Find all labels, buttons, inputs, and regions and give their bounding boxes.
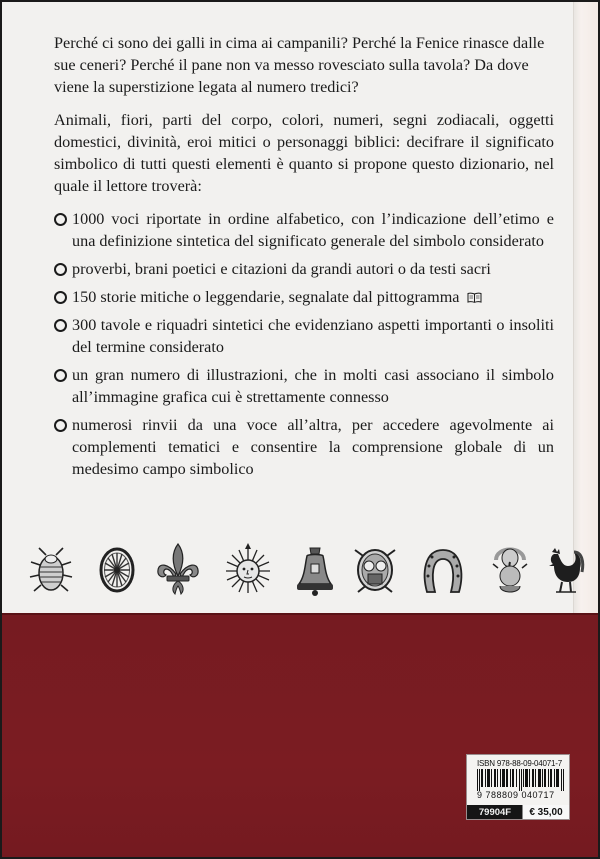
feature-text-wrap [72,286,554,308]
feature-text: 300 tavole e riquadri sintetici che evidenziano aspetti importanti o insoliti del termine considerato [72,316,554,356]
feature-text: 150 storie mitiche o leggendarie, segnalate dal pittogramma [72,288,460,306]
product-code: 79904F [467,805,523,819]
intro-paragraph: Perché ci sono dei galli in cima ai campanili? Perché la Fenice rinasce dalle sue ceneri? Perché il pane non va messo rovesciato sulla tavola? Da dove viene la superstizione legata al numero tredici? [54,34,545,96]
fleur-de-lis-icon [155,542,201,598]
feature-text: un gran numero di illustrazioni, che in molti casi associano il simbolo all’immagine grafica cui è strettamente connesso [72,366,554,406]
ganesha-icon [487,542,533,598]
beetle-icon [28,542,74,598]
feature-list [54,208,554,480]
sun-face-icon [225,542,271,598]
open-book-icon [467,287,482,298]
barcode-icon [477,769,565,791]
cherubs-medallion-icon [352,542,398,598]
feature-item [54,364,554,408]
cover-red-band [2,613,598,859]
feature-text: numerosi rinvii da una voce all’altra, per accedere agevolmente ai complementi tematici e consentire la comprensione globale di un medesimo campo simbolico [72,416,554,478]
feature-item [54,286,554,308]
feature-item [54,208,554,252]
feature-text: proverbi, brani poetici e citazioni da grandi autori o da testi sacri [72,260,491,278]
circle-bullet-icon [54,291,67,304]
feature-item [54,314,554,358]
isbn-text: ISBN 978-88-09-04071-7 [477,759,562,768]
circle-bullet-icon [54,213,67,226]
blurb-text [54,32,554,486]
description-paragraph: Animali, fiori, parti del corpo, colori, numeri, segni zodiacali, oggetti domestici, divinità, eroi mitici o personaggi biblici: decifrare il significato simbolico di tutti questi elementi è quanto si propone questo dizionario, nel quale il lettore troverà: [54,111,554,195]
circle-bullet-icon [54,263,67,276]
barcode-digits: 9 788809 040717 [477,790,555,800]
rooster-icon [542,542,588,598]
symbol-illustrations-row [2,542,578,608]
price-tag: € 35,00 [522,805,569,819]
isbn-barcode-label [466,754,570,820]
feature-item [54,414,554,480]
circle-bullet-icon [54,369,67,382]
bell-icon [292,542,338,598]
feature-text: 1000 voci riportate in ordine alfabetico, con l’indicazione dell’etimo e una definizione sintetica del significato generale del simbolo considerato [72,210,554,250]
feature-item [54,258,554,280]
circle-bullet-icon [54,319,67,332]
circle-bullet-icon [54,419,67,432]
horseshoe-icon [420,542,466,598]
wheel-icon [94,542,140,598]
